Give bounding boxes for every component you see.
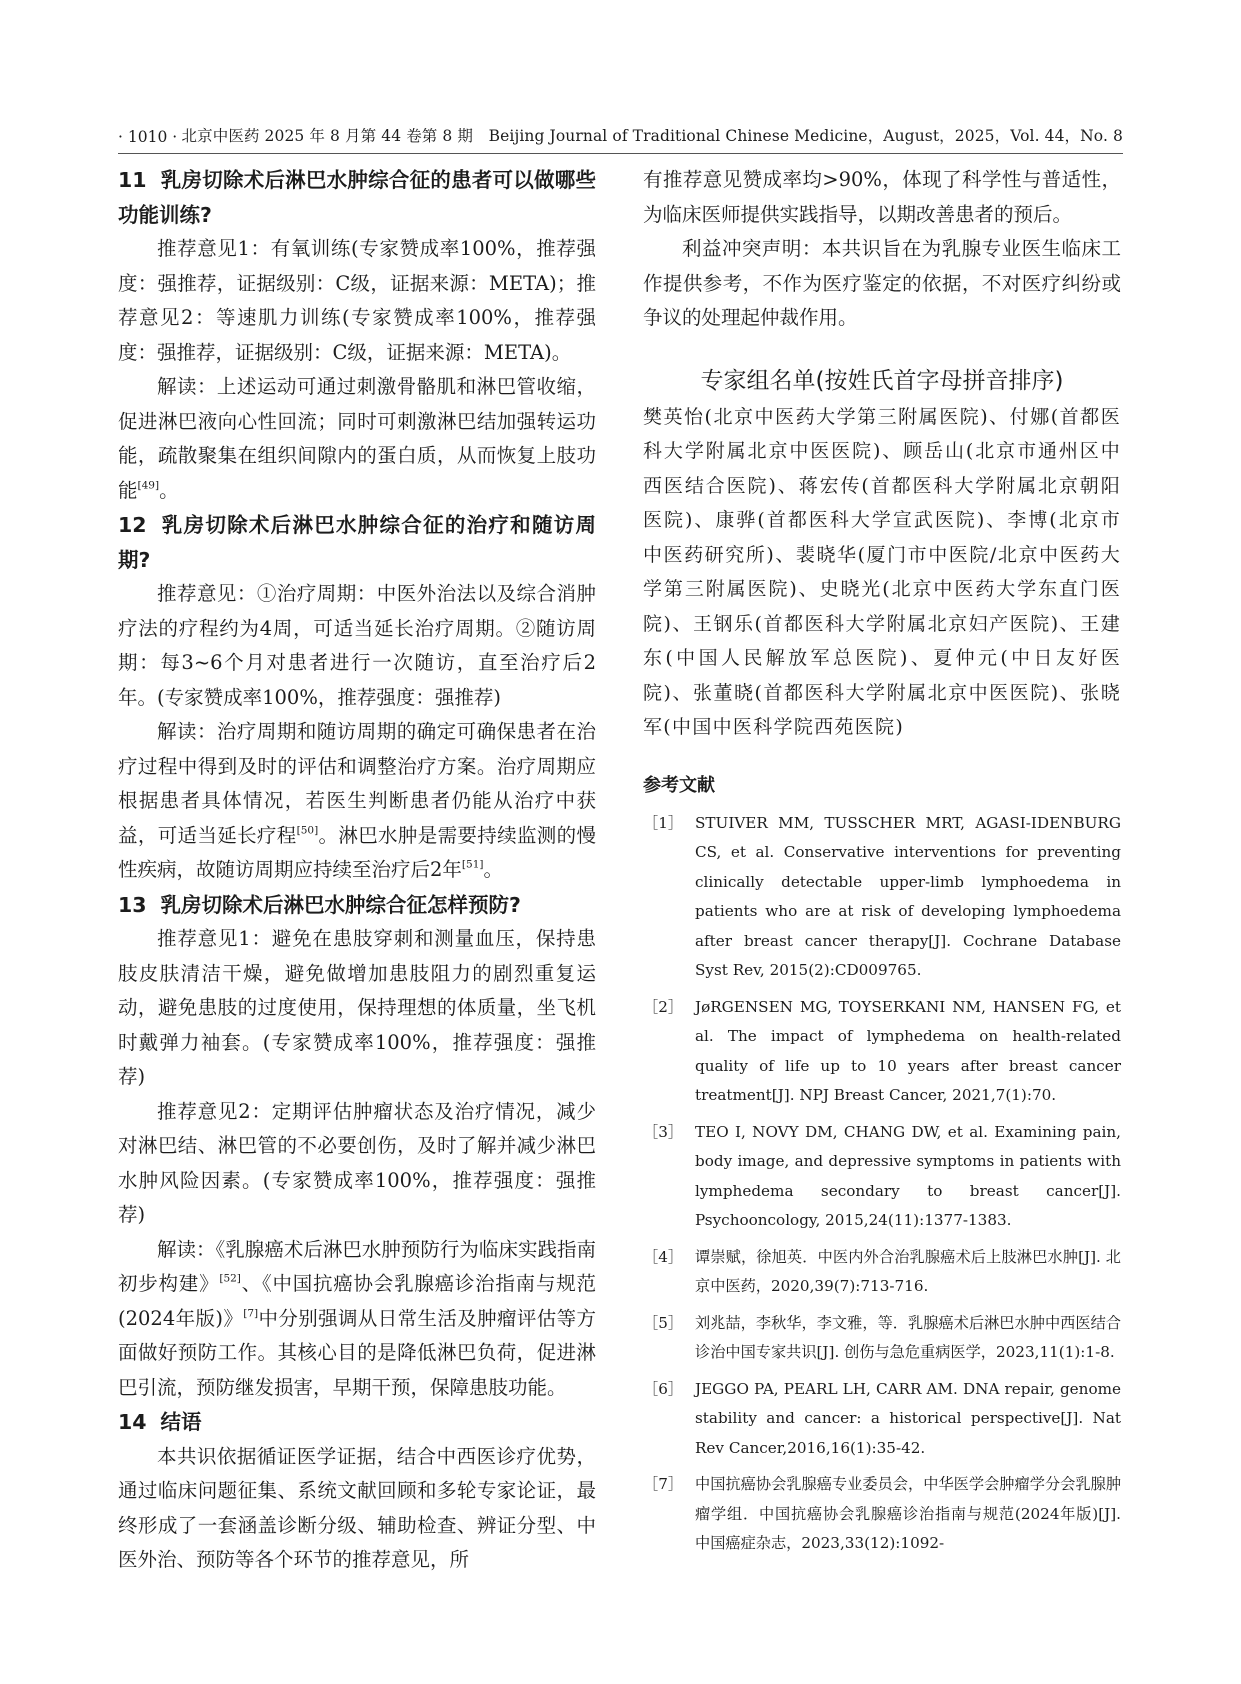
conclusion-continued: 有推荐意见赞成率均>90%，体现了科学性与普适性，为临床医师提供实践指导，以期改善患者的预后。 bbox=[643, 168, 1121, 226]
citation-marker: [51] bbox=[461, 858, 484, 871]
section-11-recommendation: 推荐意见1：有氧训练(专家赞成率100%，推荐强度：强推荐，证据级别：C级，证据来源：META)；推荐意见2：等速肌力训练(专家赞成率100%，推荐强度：强推荐，证据级别：C级，证据来源：META)。 bbox=[118, 237, 596, 364]
section-12-interpretation: 解读：治疗周期和随访周期的确定可确保患者在治疗过程中得到及时的评估和调整治疗方案。治疗周期应根据患者具体情况，若医生判断患者仍能从治疗中获益，可适当延长疗程[50]。淋巴水肿是需要持续监测的慢性疾病，故随访周期应持续至治疗后2年[51]。 bbox=[118, 720, 596, 881]
reference-list bbox=[643, 809, 1121, 1559]
expert-panel-list: 樊英怡(北京中医药大学第三附属医院)、付娜(首都医科大学附属北京中医医院)、顾岳山(北京市通州区中西医结合医院)、蒋宏传(首都医科大学附属北京朝阳医院)、康骅(首都医科大学宣武医院)、李博(北京市中医药研究所)、裴晓华(厦门市中医院/北京中医药大学第三附属医院)、史晓光(北京中医药大学东直门医院)、王钢乐(首都医科大学附属北京妇产医院)、王建东(中国人民解放军总医院)、夏仲元(中日友好医院)、张董晓(首都医科大学附属北京中医医院)、张晓军(中国中医科学院西苑医院) bbox=[643, 405, 1121, 738]
section-13-interpretation: 解读：《乳腺癌术后淋巴水肿预防行为临床实践指南初步构建》[52]、《中国抗癌协会乳腺癌诊治指南与规范(2024年版)》[7]中分别强调从日常生活及肿瘤评估等方面做好预防工作。其核心目的是降低淋巴负荷，促进淋巴引流，预防继发损害，早期干预，保障患肢功能。 bbox=[118, 1237, 596, 1399]
reference-item: ［4］ 谭崇赋，徐旭英．中医内外合治乳腺癌术后上肢淋巴水肿[J]. 北京中医药，2020,39(7):713-716. bbox=[643, 1247, 1121, 1295]
reference-item: ［3］ TEO I, NOVY DM, CHANG DW, et al. Examining pain, body image, and depressive symptoms in patients with lymphedema secondary to breast cancer[J]. Psychooncology, 2015,24(11):1377-1383. bbox=[643, 1122, 1121, 1229]
citation-marker: [7] bbox=[243, 1307, 259, 1320]
reference-item: ［2］ JøRGENSEN MG, TOYSERKANI NM, HANSEN FG, et al. The impact of lymphedema on health-related quality of life up to 10 years after breast cancer treatment[J]. NPJ Breast Cancer, 2021,7(1):70. bbox=[643, 997, 1121, 1104]
section-12-heading: 12 乳房切除术后淋巴水肿综合征的治疗和随访周期? bbox=[118, 513, 596, 572]
right-column bbox=[643, 163, 1121, 1566]
section-11-interpretation: 解读：上述运动可通过刺激骨骼肌和淋巴管收缩，促进淋巴液向心性回流；同时可刺激淋巴结加强转运功能，疏散聚集在组织间隙内的蛋白质，从而恢复上肢功能[49]。 bbox=[118, 375, 596, 502]
reference-item: ［5］ 刘兆喆，李秋华，李文雅，等．乳腺癌术后淋巴水肿中西医结合诊治中国专家共识[J]. 创伤与急危重病医学，2023,11(1):1-8. bbox=[643, 1313, 1121, 1361]
reference-item: ［7］ 中国抗癌协会乳腺癌专业委员会，中华医学会肿瘤学分会乳腺肿瘤学组．中国抗癌协会乳腺癌诊治指南与规范(2024年版)[J]. 中国癌症杂志，2023,33(12):1092- bbox=[643, 1475, 1121, 1552]
section-12-recommendation: 推荐意见：①治疗周期：中医外治法以及综合消肿疗法的疗程约为4周，可适当延长治疗周期。②随访周期：每3~6个月对患者进行一次随访，直至治疗后2年。(专家赞成率100%，推荐强度：强推荐) bbox=[118, 582, 596, 709]
section-13-recommendation-1: 推荐意见1：避免在患肢穿刺和测量血压，保持患肢皮肤清洁干燥，避免做增加患肢阻力的剧烈重复运动，避免患肢的过度使用，保持理想的体质量，坐飞机时戴弹力袖套。(专家赞成率100%，推荐强度：强推荐) bbox=[118, 927, 596, 1088]
section-14-conclusion: 本共识依据循证医学证据，结合中西医诊疗优势，通过临床问题征集、系统文献回顾和多轮专家论证，最终形成了一套涵盖诊断分级、辅助检查、辨证分型、中医外治、预防等各个环节的推荐意见，所 bbox=[118, 1444, 596, 1571]
journal-citation: 北京中医药 2025 年 8 月第 44 卷第 8 期 Beijing Journal of Traditional Chinese Medicine，August，2025，Vol. 44，No. 8 bbox=[181, 127, 1123, 145]
reference-item: ［1］ STUIVER MM, TUSSCHER MRT, AGASI-IDENBURG CS, et al. Conservative interventions for preventing clinically detectable upper-limb lymphoedema in patients who are at risk of developing lymphoedema after breast cancer therapy[J]. Cochrane Database Syst Rev, 2015(2):CD009765. bbox=[643, 813, 1121, 979]
left-column bbox=[118, 163, 596, 1578]
section-11-heading: 11 乳房切除术后淋巴水肿综合征的患者可以做哪些功能训练? bbox=[118, 168, 596, 227]
section-13-recommendation-2: 推荐意见2：定期评估肿瘤状态及治疗情况，减少对淋巴结、淋巴管的不必要创伤，及时了解并减少淋巴水肿风险因素。(专家赞成率100%，推荐强度：强推荐) bbox=[118, 1099, 596, 1226]
section-14-heading: 14 结语 bbox=[118, 1410, 202, 1434]
citation-marker: [49] bbox=[137, 479, 160, 492]
expert-panel-heading: 专家组名单(按姓氏首字母拼音排序) bbox=[700, 367, 1064, 394]
section-13-heading: 13 乳房切除术后淋巴水肿综合征怎样预防? bbox=[118, 892, 521, 917]
citation-marker: [50] bbox=[296, 824, 319, 837]
running-head bbox=[118, 116, 1123, 154]
citation-marker: [52] bbox=[219, 1272, 241, 1285]
references-heading: 参考文献 bbox=[643, 774, 715, 796]
conflict-of-interest-statement: 利益冲突声明：本共识旨在为乳腺专业医生临床工作提供参考，不作为医疗鉴定的依据，不对医疗纠纷或争议的处理起仲裁作用。 bbox=[643, 237, 1121, 329]
page-number: · 1010 · bbox=[118, 128, 178, 146]
reference-item: ［6］ JEGGO PA, PEARL LH, CARR AM. DNA repair, genome stability and cancer: a historical perspective[J]. Nat Rev Cancer,2016,16(1):35-42. bbox=[643, 1379, 1121, 1457]
